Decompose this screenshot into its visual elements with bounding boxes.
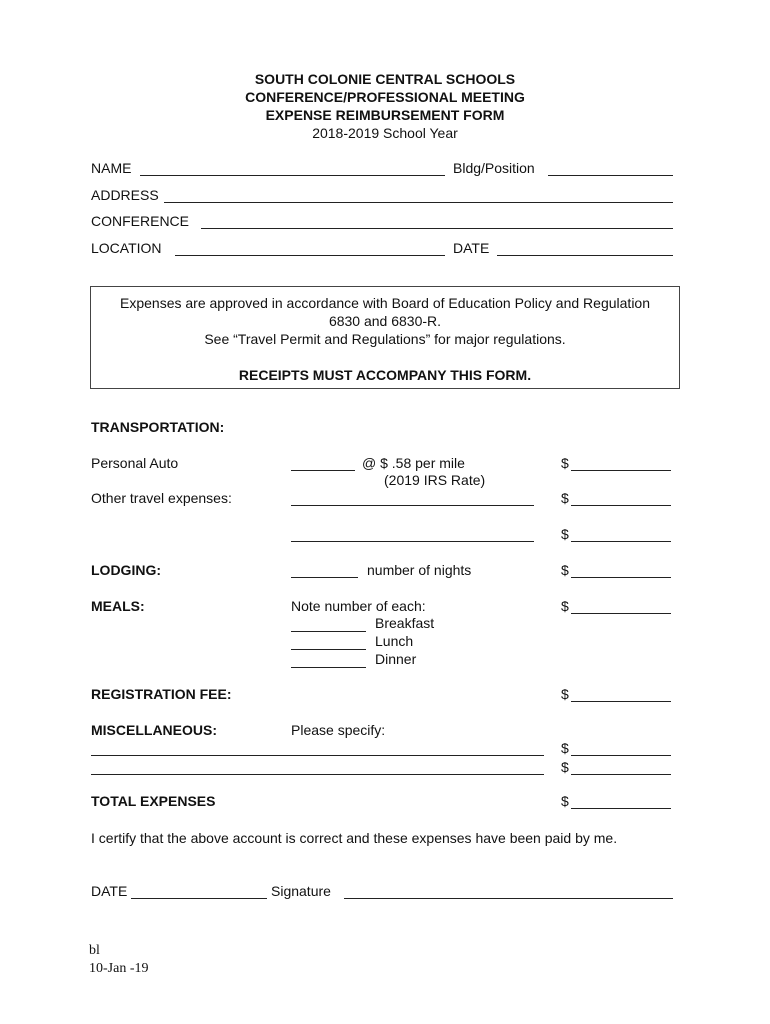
total-expenses-heading: TOTAL EXPENSES	[91, 793, 216, 809]
form-subtitle: CONFERENCE/PROFESSIONAL MEETING	[245, 89, 525, 105]
address-label: ADDRESS	[91, 187, 159, 203]
meals-note: Note number of each:	[291, 598, 426, 614]
conference-field[interactable]	[201, 228, 673, 229]
miles-field[interactable]	[291, 470, 355, 471]
other-travel-amount-1[interactable]	[571, 505, 671, 506]
transportation-heading: TRANSPORTATION:	[91, 419, 225, 435]
nights-field[interactable]	[291, 577, 358, 578]
dollar-sign: $	[561, 598, 569, 614]
misc-amount-field-1[interactable]	[571, 755, 671, 756]
other-travel-field-2[interactable]	[291, 541, 534, 542]
footer-initials: bl	[89, 943, 100, 958]
receipts-notice: RECEIPTS MUST ACCOMPANY THIS FORM.	[238, 367, 532, 383]
dollar-sign: $	[561, 686, 569, 702]
signoff-date-field[interactable]	[131, 898, 267, 899]
lunch-count-field[interactable]	[291, 649, 366, 650]
bldg-position-label: Bldg/Position	[453, 160, 535, 176]
mileage-rate: @ $ .58 per mile	[362, 455, 465, 471]
dollar-sign: $	[561, 490, 569, 506]
location-label: LOCATION	[91, 240, 162, 256]
address-field[interactable]	[164, 202, 673, 203]
signature-field[interactable]	[344, 898, 673, 899]
other-travel-label: Other travel expenses:	[91, 490, 232, 506]
date-field[interactable]	[497, 255, 673, 256]
dollar-sign: $	[561, 793, 569, 809]
dollar-sign: $	[561, 740, 569, 756]
signoff-date-label: DATE	[91, 883, 128, 899]
irs-rate-note: (2019 IRS Rate)	[384, 472, 486, 488]
name-field[interactable]	[140, 175, 445, 176]
other-travel-field-1[interactable]	[291, 505, 534, 506]
meals-heading: MEALS:	[91, 598, 145, 614]
policy-notice-box	[90, 286, 680, 389]
name-label: NAME	[91, 160, 132, 176]
registration-fee-heading: REGISTRATION FEE:	[91, 686, 232, 702]
lodging-amount-field[interactable]	[571, 577, 671, 578]
dollar-sign: $	[561, 526, 569, 542]
total-amount-field[interactable]	[571, 808, 671, 809]
breakfast-label: Breakfast	[375, 615, 435, 631]
policy-notice-line1: Expenses are approved in accordance with Board of Education Policy and Regulation	[120, 295, 650, 311]
auto-amount-field[interactable]	[571, 470, 671, 471]
lodging-heading: LODGING:	[91, 562, 161, 578]
certification-statement: I certify that the above account is correct and these expenses have been paid by me.	[91, 830, 618, 846]
meals-amount-field[interactable]	[571, 613, 671, 614]
date-label: DATE	[453, 240, 490, 256]
dollar-sign: $	[561, 455, 569, 471]
school-year: 2018-2019 School Year	[312, 125, 458, 141]
policy-notice-line3: See “Travel Permit and Regulations” for major regulations.	[204, 331, 566, 347]
breakfast-count-field[interactable]	[291, 631, 366, 632]
misc-amount-field-2[interactable]	[571, 774, 671, 775]
personal-auto-label: Personal Auto	[91, 455, 179, 471]
misc-description-field-2[interactable]	[91, 774, 544, 775]
other-travel-amount-2[interactable]	[571, 541, 671, 542]
miscellaneous-heading: MISCELLANEOUS:	[91, 722, 217, 738]
lunch-label: Lunch	[375, 633, 414, 649]
nights-label: number of nights	[367, 562, 472, 578]
misc-description-field-1[interactable]	[91, 755, 544, 756]
policy-notice-line2: 6830 and 6830-R.	[328, 313, 442, 329]
dinner-count-field[interactable]	[291, 667, 366, 668]
location-field[interactable]	[175, 255, 445, 256]
form-title: EXPENSE REIMBURSEMENT FORM	[265, 107, 505, 123]
form-school-name: SOUTH COLONIE CENTRAL SCHOOLS	[254, 71, 516, 87]
dollar-sign: $	[561, 759, 569, 775]
dollar-sign: $	[561, 562, 569, 578]
bldg-position-field[interactable]	[548, 175, 673, 176]
please-specify-label: Please specify:	[291, 722, 386, 738]
registration-amount-field[interactable]	[571, 701, 671, 702]
dinner-label: Dinner	[375, 651, 417, 667]
signature-label: Signature	[271, 883, 331, 899]
footer-date: 10-Jan -19	[89, 961, 149, 976]
conference-label: CONFERENCE	[91, 213, 190, 229]
